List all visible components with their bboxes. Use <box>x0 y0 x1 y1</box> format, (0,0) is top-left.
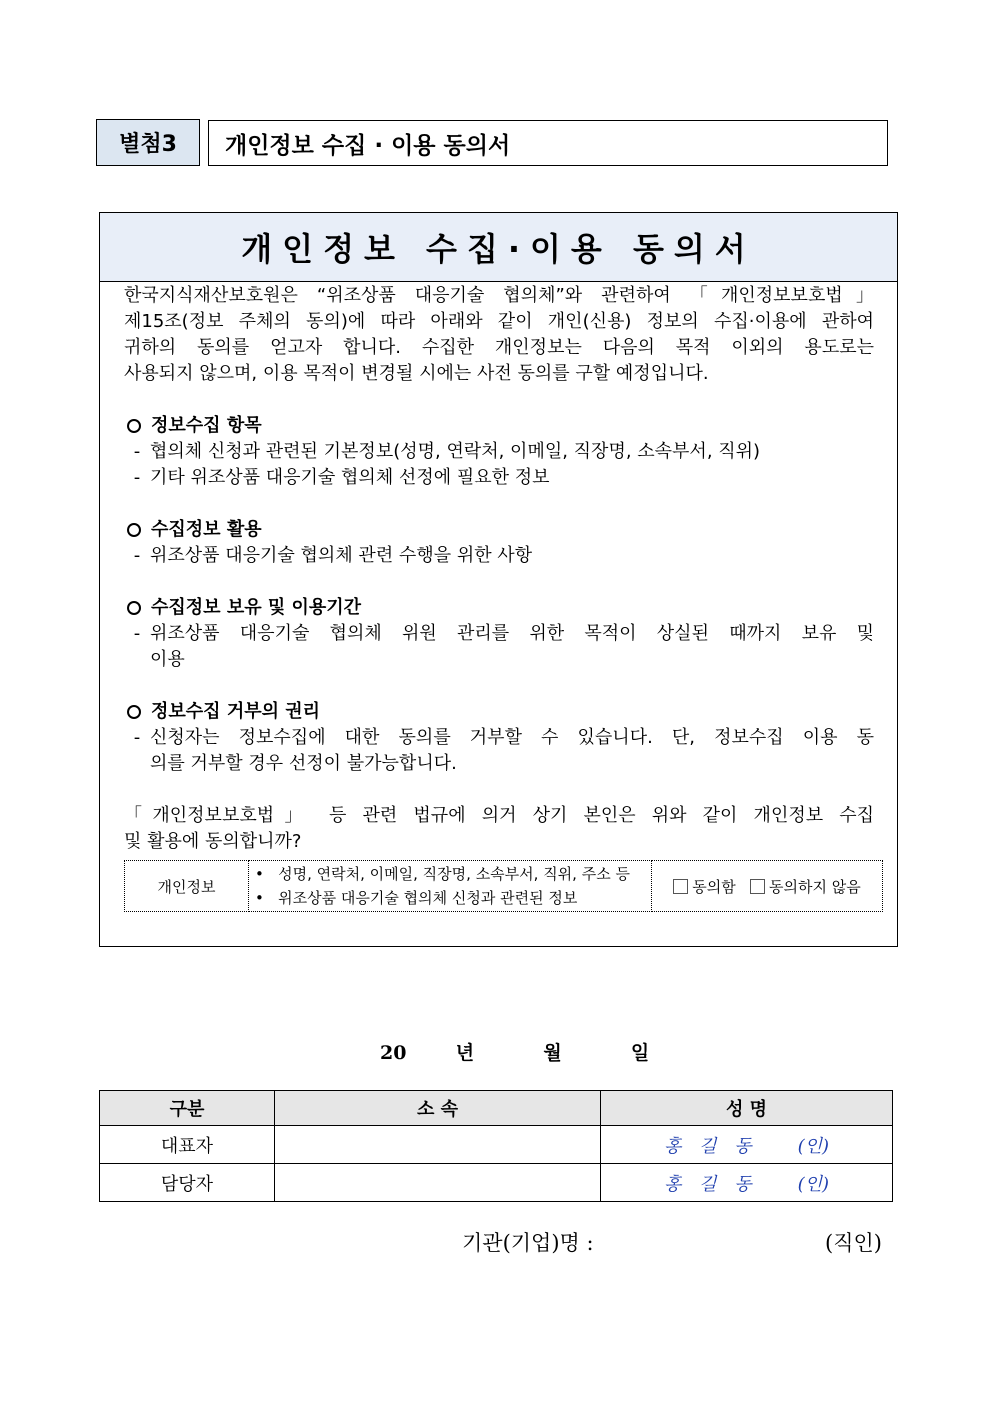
closing-line: 및 활용에 동의합니까? <box>124 831 302 852</box>
name-cell[interactable] <box>601 1126 893 1164</box>
circle-bullet-icon <box>127 601 141 615</box>
date-line <box>380 1038 649 1065</box>
role-cell: 대표자 <box>100 1126 275 1164</box>
seal-mark: (인) <box>797 1135 830 1157</box>
agree-checkbox[interactable] <box>673 879 688 894</box>
header-name: 성 명 <box>601 1091 893 1126</box>
table-row <box>100 1164 893 1202</box>
list-item-text: 위조상품 대응기술 협의체 관련 수행을 위한 사항 <box>150 545 533 566</box>
disagree-checkbox[interactable] <box>750 879 765 894</box>
organization-label: 기관(기업)명 : <box>462 1231 594 1255</box>
consent-item-text: 위조상품 대응기술 협의체 신청과 관련된 정보 <box>278 889 578 907</box>
intro-line: 사용되지 않으며, 이용 목적이 변경될 시에는 사전 동의를 구할 예정입니다. <box>124 363 709 384</box>
circle-bullet-icon <box>127 705 141 719</box>
header-category: 구분 <box>100 1091 275 1126</box>
intro-line: 제15조(정보 주체의 동의)에 따라 아래와 같이 개인(신용) 정보의 수집·이용에 관하여 <box>124 311 874 332</box>
section-title <box>124 595 874 621</box>
section-title <box>124 413 874 439</box>
date-day-unit: 일 <box>630 1042 650 1064</box>
list-item-continued: 이용 <box>150 649 185 670</box>
consent-item-text: 성명, 연락처, 이메일, 직장명, 소속부서, 직위, 주소 등 <box>278 865 630 883</box>
table-row <box>100 1126 893 1164</box>
consent-item: • 성명, 연락처, 이메일, 직장명, 소속부서, 직위, 주소 등 <box>255 865 630 883</box>
signer-name: 홍 길 동 <box>663 1173 758 1195</box>
organization-line <box>462 1227 882 1257</box>
date-year-unit: 년 <box>455 1042 475 1064</box>
affiliation-cell[interactable] <box>275 1126 601 1164</box>
header-title: 개인정보 수집 · 이용 동의서 <box>208 120 888 166</box>
list-item-text: 위조상품 대응기술 협의체 위원 관리를 위한 목적이 상실된 때까지 보유 및 <box>150 623 874 644</box>
agree-label: 동의함 <box>692 877 736 896</box>
circle-bullet-icon <box>127 419 141 433</box>
consent-options <box>652 861 883 912</box>
intro-line: 한국지식재산보호원은 “위조상품 대응기술 협의체”와 관련하여 「개인정보보호법」 <box>124 285 874 306</box>
section-title <box>124 517 874 543</box>
closing-line: 「개인정보보호법」 등 관련 법규에 의거 상기 본인은 위와 같이 개인정보 수집 <box>124 805 874 826</box>
list-item: - 협의체 신청과 관련된 기본정보(성명, 연락처, 이메일, 직장명, 소속부서, 직위) <box>133 441 761 462</box>
list-item-text: 협의체 신청과 관련된 기본정보(성명, 연락처, 이메일, 직장명, 소속부서, 직위) <box>150 441 761 462</box>
consent-table <box>124 860 883 912</box>
affiliation-cell[interactable] <box>275 1164 601 1202</box>
date-year: 20 <box>380 1042 407 1064</box>
header-affiliation: 소 속 <box>275 1091 601 1126</box>
role-cell: 담당자 <box>100 1164 275 1202</box>
disagree-label: 동의하지 않음 <box>769 877 861 896</box>
section-title <box>124 699 874 725</box>
consent-item: • 위조상품 대응기술 협의체 신청과 관련된 정보 <box>255 889 578 907</box>
list-item-text: 기타 위조상품 대응기술 협의체 선정에 필요한 정보 <box>150 467 550 488</box>
list-item: - 신청자는 정보수집에 대한 동의를 거부할 수 있습니다. 단, 정보수집 이용 동 <box>124 725 874 751</box>
attachment-label: 별첨3 <box>96 119 200 166</box>
section-title-text: 수집정보 보유 및 이용기간 <box>151 597 362 618</box>
consent-items <box>249 861 652 912</box>
section-title-text: 정보수집 항목 <box>151 415 262 436</box>
list-item: - 기타 위조상품 대응기술 협의체 선정에 필요한 정보 <box>133 467 550 488</box>
section-title-text: 수집정보 활용 <box>151 519 262 540</box>
intro-line: 귀하의 동의를 얻고자 합니다. 수집한 개인정보는 다음의 목적 이외의 용도로는 <box>124 337 874 358</box>
signature-table <box>99 1090 893 1202</box>
seal-mark: (인) <box>797 1173 830 1195</box>
date-month-unit: 월 <box>543 1042 562 1064</box>
list-item: - 위조상품 대응기술 협의체 관련 수행을 위한 사항 <box>133 545 533 566</box>
consent-form <box>99 212 898 947</box>
organization-seal: (직인) <box>825 1231 882 1255</box>
section-title-text: 정보수집 거부의 권리 <box>151 701 321 722</box>
circle-bullet-icon <box>127 523 141 537</box>
form-content <box>124 283 874 855</box>
signer-name: 홍 길 동 <box>663 1135 758 1157</box>
list-item-continued: 의를 거부할 경우 선정이 불가능합니다. <box>150 753 457 774</box>
list-item: - 위조상품 대응기술 협의체 위원 관리를 위한 목적이 상실된 때까지 보유 및 <box>124 621 874 647</box>
consent-label: 개인정보 <box>125 861 249 912</box>
list-item-text: 신청자는 정보수집에 대한 동의를 거부할 수 있습니다. 단, 정보수집 이용 동 <box>150 727 874 748</box>
name-cell[interactable] <box>601 1164 893 1202</box>
form-title: 개인정보 수집·이용 동의서 <box>100 213 897 282</box>
